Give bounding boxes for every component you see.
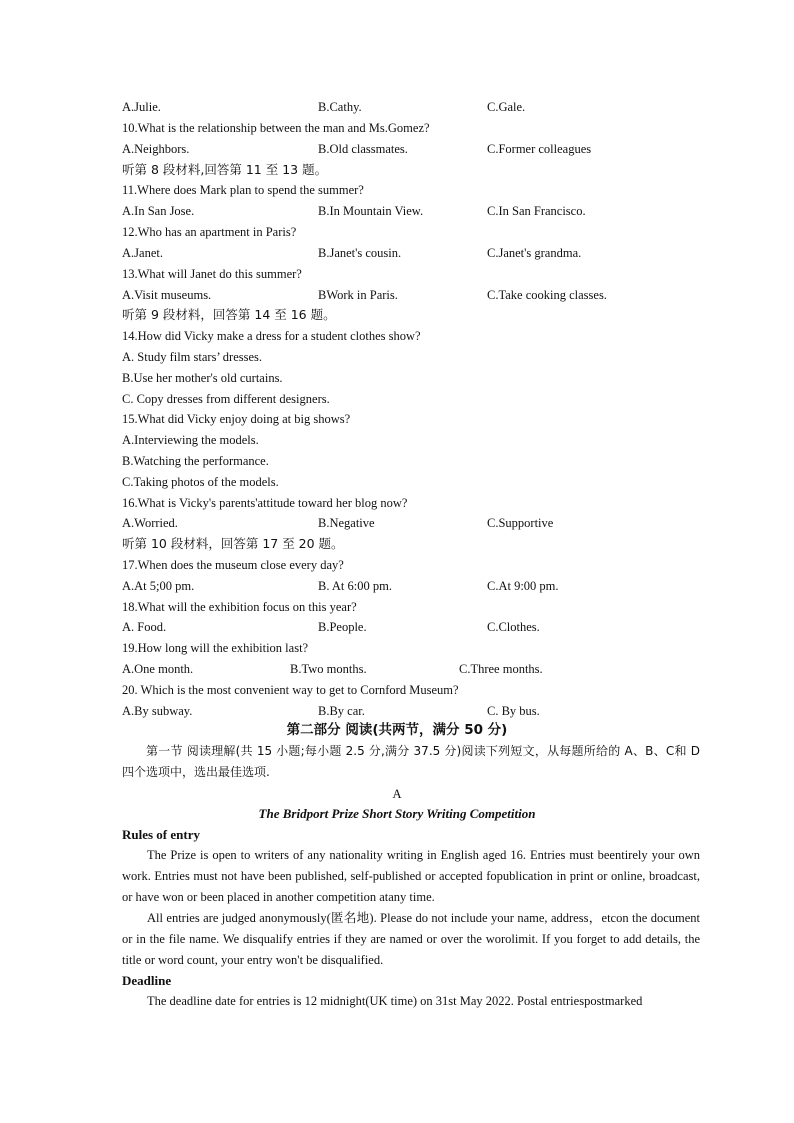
q14-option-c: C. Copy dresses from different designers. [122, 392, 330, 406]
question-15: 15.What did Vicky enjoy doing at big shows? [122, 412, 351, 426]
q10-option-a: A.Neighbors. [122, 142, 190, 156]
question-16: 16.What is Vicky's parents'attitude toward her blog now? [122, 496, 408, 510]
q16-option-b: B.Negative [318, 516, 375, 530]
section-8-instruction: 听第 8 段材料,回答第 11 至 13 题。 [122, 162, 328, 177]
q13-option-c: C.Take cooking classes. [487, 288, 607, 302]
q19-option-b: B.Two months. [290, 662, 367, 676]
q19-option-c: C.Three months. [459, 662, 543, 676]
section-9-instruction: 听第 9 段材料，回答第 14 至 16 题。 [122, 307, 336, 322]
q9-option-a: A.Julie. [122, 100, 161, 114]
q20-option-b: B.By car. [318, 704, 365, 718]
q11-option-a: A.In San Jose. [122, 204, 195, 218]
question-18: 18.What will the exhibition focus on this year? [122, 600, 357, 614]
q15-option-b: B.Watching the performance. [122, 454, 269, 468]
paragraph-3: The deadline date for entries is 12 midnight(UK time) on 31st May 2022. Postal entriespostmarked [147, 994, 643, 1008]
question-19: 19.How long will the exhibition last? [122, 641, 309, 655]
q20-option-c: C. By bus. [487, 704, 540, 718]
q13-option-b: BWork in Paris. [318, 288, 398, 302]
q20-option-a: A.By subway. [122, 704, 193, 718]
q12-option-a: A.Janet. [122, 246, 163, 260]
question-14: 14.How did Vicky make a dress for a student clothes show? [122, 329, 421, 343]
q18-option-b: B.People. [318, 620, 367, 634]
q17-option-a: A.At 5;00 pm. [122, 579, 195, 593]
q17-option-c: C.At 9:00 pm. [487, 579, 559, 593]
q12-option-c: C.Janet's grandma. [487, 246, 582, 260]
q18-option-c: C.Clothes. [487, 620, 540, 634]
question-11: 11.Where does Mark plan to spend the summer? [122, 183, 364, 197]
q14-option-b: B.Use her mother's old curtains. [122, 371, 283, 385]
part-2-intro: 第一节 阅读理解(共 15 小题;每小题 2.5 分,满分 37.5 分)阅读下列短文，从每题所给的 A、B、C和 D 四个选项中，选出最佳选项. [122, 744, 700, 779]
heading-deadline: Deadline [122, 973, 172, 988]
q13-option-a: A.Visit museums. [122, 288, 212, 302]
question-12: 12.Who has an apartment in Paris? [122, 225, 297, 239]
q18-option-a: A. Food. [122, 620, 167, 634]
question-13: 13.What will Janet do this summer? [122, 267, 302, 281]
q9-option-b: B.Cathy. [318, 100, 362, 114]
heading-rules-of-entry: Rules of entry [122, 827, 200, 842]
q14-option-a: A. Study film stars’ dresses. [122, 350, 263, 364]
part-2-title: 第二部分 阅读(共两节，满分 50 分) [286, 722, 508, 738]
q11-option-c: C.In San Francisco. [487, 204, 586, 218]
q11-option-b: B.In Mountain View. [318, 204, 424, 218]
passage-letter: A [392, 787, 402, 801]
paragraph-1: The Prize is open to writers of any nationality writing in English aged 16. Entries must beentirely your own work. Entries must not have been published, self-published or accepted fopublication in print or online, broadcast, or have won or been placed in another competition atany time. [122, 848, 700, 904]
question-20: 20. Which is the most convenient way to get to Cornford Museum? [122, 683, 459, 697]
q10-option-b: B.Old classmates. [318, 142, 408, 156]
q10-option-c: C.Former colleagues [487, 142, 592, 156]
q19-option-a: A.One month. [122, 662, 194, 676]
section-10-instruction: 听第 10 段材料，回答第 17 至 20 题。 [122, 536, 344, 551]
question-10: 10.What is the relationship between the man and Ms.Gomez? [122, 121, 430, 135]
q9-option-c: C.Gale. [487, 100, 526, 114]
q15-option-c: C.Taking photos of the models. [122, 475, 279, 489]
q17-option-b: B. At 6:00 pm. [318, 579, 392, 593]
paragraph-2: All entries are judged anonymously(匿名地). Please do not include your name, address，etcon the document or in the file name. We disqualify entries if they are named or over the worolimit. If you forget to add details, the title or word count, your entry won't be disqualified. [122, 911, 700, 967]
q12-option-b: B.Janet's cousin. [318, 246, 402, 260]
q16-option-a: A.Worried. [122, 516, 178, 530]
q15-option-a: A.Interviewing the models. [122, 433, 259, 447]
q16-option-c: C.Supportive [487, 516, 554, 530]
passage-title: The Bridport Prize Short Story Writing Competition [258, 806, 536, 821]
question-17: 17.When does the museum close every day? [122, 558, 344, 572]
